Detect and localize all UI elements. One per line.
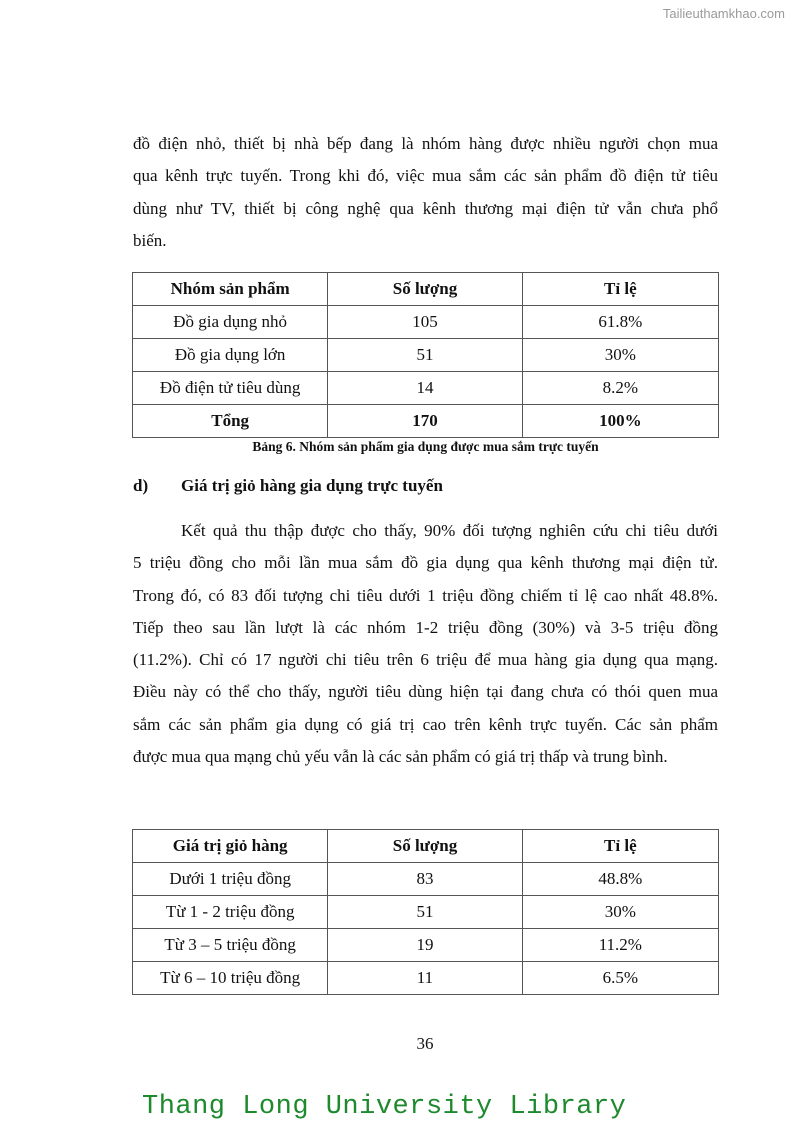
- table-header-row: [133, 830, 719, 863]
- table-header-row: [133, 273, 719, 306]
- text-line: sắm các sản phẩm gia dụng có giá trị cao trên kênh trực tuyến. Các sản phẩm: [133, 714, 718, 734]
- column-header: Tỉ lệ: [522, 830, 718, 863]
- table-cell: Từ 6 – 10 triệu đồng: [133, 962, 328, 995]
- table-row: [133, 962, 719, 995]
- section-title: Giá trị giỏ hàng gia dụng trực tuyến: [181, 476, 443, 495]
- table-cell: 100%: [522, 405, 718, 438]
- section-heading: [133, 476, 443, 496]
- section-label: d): [133, 476, 149, 495]
- paragraph-intro: [133, 128, 718, 257]
- table-cell: 61.8%: [522, 306, 718, 339]
- column-header: Nhóm sản phẩm: [133, 273, 328, 306]
- column-header: Số lượng: [328, 830, 522, 863]
- table-cell: 6.5%: [522, 962, 718, 995]
- column-header: Số lượng: [328, 273, 522, 306]
- library-footer: Thang Long University Library: [142, 1092, 627, 1122]
- table-cell: Đồ gia dụng lớn: [133, 339, 328, 372]
- table-cell: 83: [328, 863, 522, 896]
- table-cell: 51: [328, 339, 522, 372]
- table-cell: 48.8%: [522, 863, 718, 896]
- text-line: được mua qua mạng chủ yếu vẫn là các sản phẩm có giá trị thấp và trung bình.: [133, 747, 668, 767]
- table-cell: Từ 1 - 2 triệu đồng: [133, 896, 328, 929]
- text-line: Tiếp theo sau lần lượt là các nhóm 1-2 triệu đồng (30%) và 3-5 triệu đồng: [133, 617, 718, 637]
- cart-value-table: [132, 829, 719, 995]
- watermark-text: Tailieuthamkhao.com: [662, 6, 785, 21]
- text-line: Trong đó, có 83 đối tượng chi tiêu dưới 1 triệu đồng chiếm tỉ lệ cao nhất 48.8%.: [133, 585, 718, 605]
- text-line: 5 triệu đồng cho mỗi lần mua sắm đồ gia dụng qua kênh thương mại điện tử.: [133, 553, 718, 573]
- product-group-table: [132, 272, 719, 438]
- table-cell: 30%: [522, 896, 718, 929]
- text-line: Điều này có thể cho thấy, người tiêu dùng hiện tại đang chưa có thói quen mua: [133, 682, 718, 702]
- text-line: Kết quả thu thập được cho thấy, 90% đối tượng nghiên cứu chi tiêu dưới: [181, 521, 718, 540]
- table-row: [133, 863, 719, 896]
- table-cell: 51: [328, 896, 522, 929]
- table-cell: 8.2%: [522, 372, 718, 405]
- text-line: biến.: [133, 230, 167, 250]
- table-row: [133, 339, 719, 372]
- column-header: Tỉ lệ: [522, 273, 718, 306]
- table-cell: Dưới 1 triệu đồng: [133, 863, 328, 896]
- table-cell: 30%: [522, 339, 718, 372]
- table-row: [133, 306, 719, 339]
- table-total-row: [133, 405, 719, 438]
- table-row: [133, 372, 719, 405]
- text-line: đồ điện nhỏ, thiết bị nhà bếp đang là nhóm hàng được nhiều người chọn mua: [133, 134, 718, 153]
- table-cell: Từ 3 – 5 triệu đồng: [133, 929, 328, 962]
- table-row: [133, 929, 719, 962]
- text-line: dùng như TV, thiết bị công nghệ qua kênh thương mại điện tử vẫn chưa phổ: [133, 198, 718, 218]
- table-cell: 14: [328, 372, 522, 405]
- table-cell: 170: [328, 405, 522, 438]
- table-cell: 11.2%: [522, 929, 718, 962]
- page-number: 36: [416, 1034, 434, 1053]
- table-caption: Bảng 6. Nhóm sản phẩm gia dụng được mua sắm trực tuyến: [252, 439, 599, 454]
- table-cell: Đồ gia dụng nhỏ: [133, 306, 328, 339]
- table-cell: Đồ điện tử tiêu dùng: [133, 372, 328, 405]
- table-cell: Tổng: [133, 405, 328, 438]
- column-header: Giá trị giỏ hàng: [133, 830, 328, 863]
- table-cell: 105: [328, 306, 522, 339]
- text-line: (11.2%). Chỉ có 17 người chi tiêu trên 6 triệu để mua hàng gia dụng qua mạng.: [133, 650, 718, 670]
- paragraph-cart-value: [133, 515, 718, 773]
- table-cell: 19: [328, 929, 522, 962]
- text-line: qua kênh trực tuyến. Trong khi đó, việc mua sắm các sản phẩm đồ điện tử tiêu: [133, 166, 718, 186]
- table-row: [133, 896, 719, 929]
- table-cell: 11: [328, 962, 522, 995]
